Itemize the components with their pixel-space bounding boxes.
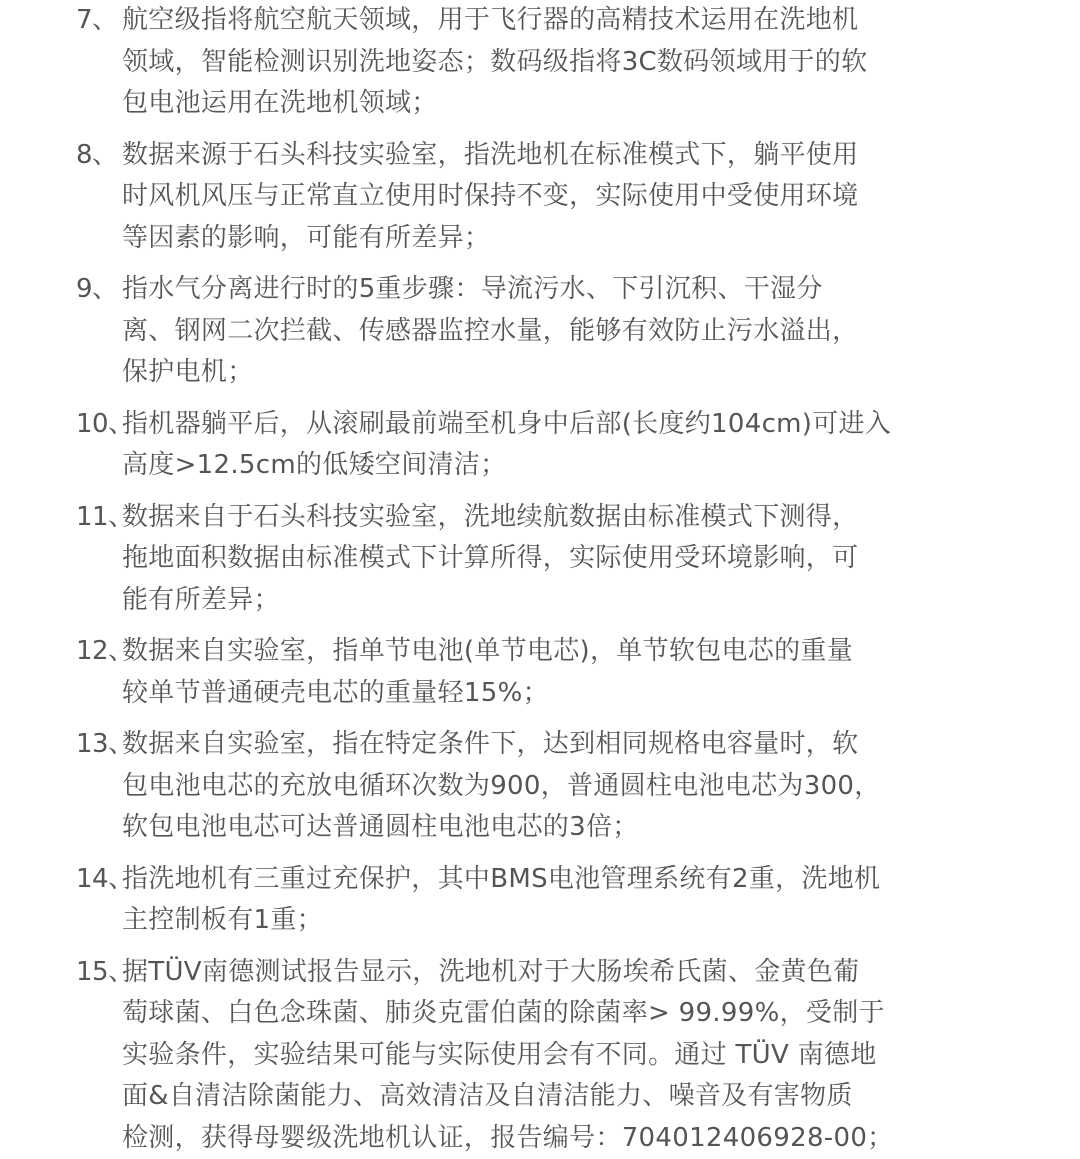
footnote-text-line: 数据来自实验室，指在特定条件下，达到相同规格电容量时，软 (122, 724, 976, 766)
footnote-13 (76, 724, 976, 849)
footnote-text-line: 指机器躺平后，从滚刷最前端至机身中后部(长度约104cm)可进入 (122, 404, 976, 446)
footnote-number: 15、 (76, 952, 134, 994)
footnote-text-line: 数据来自实验室，指单节电池(单节电芯)，单节软包电芯的重量 (122, 631, 976, 673)
footnote-7 (76, 0, 976, 125)
footnote-text-line: 萄球菌、白色念珠菌、肺炎克雷伯菌的除菌率> 99.99%，受制于 (122, 993, 976, 1035)
footnote-number: 11、 (76, 497, 134, 539)
footnote-text-line: 包电池电芯的充放电循环次数为900，普通圆柱电池电芯为300， (122, 766, 976, 808)
footnote-number: 12、 (76, 631, 134, 673)
footnote-list (76, 0, 976, 1159)
footnote-text-line: 软包电池电芯可达普通圆柱电池电芯的3倍； (122, 807, 976, 849)
footnote-text-line: 能有所差异； (122, 580, 976, 622)
footnote-15 (76, 952, 976, 1159)
footnote-text-line: 高度>12.5cm的低矮空间清洁； (122, 445, 976, 487)
footnote-number: 13、 (76, 724, 134, 766)
footnote-text-line: 指水气分离进行时的5重步骤：导流污水、下引沉积、干湿分 (122, 269, 976, 311)
footnote-number: 14、 (76, 859, 134, 901)
footnote-text-line: 航空级指将航空航天领域，用于飞行器的高精技术运用在洗地机 (122, 0, 976, 42)
footnote-9 (76, 269, 976, 394)
footnote-number: 7、 (76, 0, 118, 42)
footnote-text-line: 数据来自于石头科技实验室，洗地续航数据由标准模式下测得， (122, 497, 976, 539)
footnote-text-line: 包电池运用在洗地机领域； (122, 83, 976, 125)
footnote-10 (76, 404, 976, 487)
footnote-text-line: 面&自清洁除菌能力、高效清洁及自清洁能力、噪音及有害物质 (122, 1076, 976, 1118)
footnote-text-line: 等因素的影响，可能有所差异； (122, 218, 976, 260)
footnote-text-line: 保护电机； (122, 352, 976, 394)
footnote-text-line: 较单节普通硬壳电芯的重量轻15%； (122, 673, 976, 715)
footnote-text-line: 实验条件，实验结果可能与实际使用会有不同。通过 TÜV 南德地 (122, 1035, 976, 1077)
footnote-text-line: 据TÜV南德测试报告显示，洗地机对于大肠埃希氏菌、金黄色葡 (122, 952, 976, 994)
footnote-text-line: 领域，智能检测识别洗地姿态；数码级指将3C数码领域用于的软 (122, 42, 976, 84)
footnote-text-line: 指洗地机有三重过充保护，其中BMS电池管理系统有2重，洗地机 (122, 859, 976, 901)
footnote-text-line: 主控制板有1重； (122, 900, 976, 942)
footnote-text-line: 时风机风压与正常直立使用时保持不变，实际使用中受使用环境 (122, 176, 976, 218)
footnote-number: 10、 (76, 404, 134, 446)
footnote-text-line: 检测，获得母婴级洗地机认证，报告编号：704012406928-00； (122, 1118, 976, 1159)
footnote-number: 8、 (76, 135, 118, 177)
footnote-14 (76, 859, 976, 942)
footnote-number: 9、 (76, 269, 118, 311)
footnote-12 (76, 631, 976, 714)
footnote-text-line: 拖地面积数据由标准模式下计算所得，实际使用受环境影响，可 (122, 538, 976, 580)
footnote-11 (76, 497, 976, 622)
footnote-8 (76, 135, 976, 260)
footnote-text-line: 数据来源于石头科技实验室，指洗地机在标准模式下，躺平使用 (122, 135, 976, 177)
footnote-text-line: 离、钢网二次拦截、传感器监控水量，能够有效防止污水溢出， (122, 311, 976, 353)
